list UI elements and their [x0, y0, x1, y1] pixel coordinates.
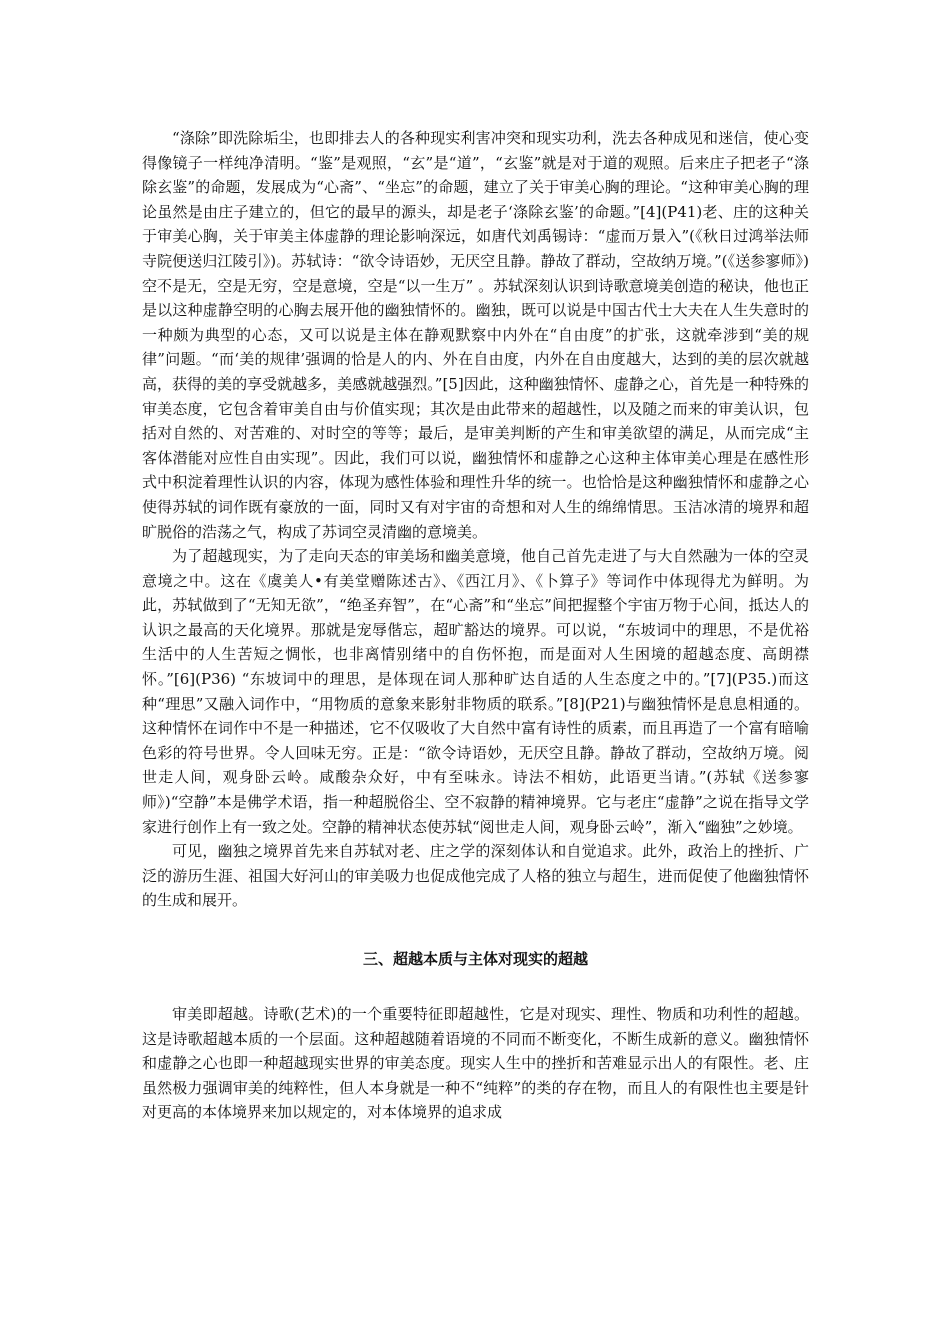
document-body — [142, 126, 809, 1125]
paragraph-3: 可见，幽独之境界首先来自苏轼对老、庄之学的深刻体认和自觉追求。此外，政治上的挫折、广泛的游历生涯、祖国大好河山的审美吸力也促成他完成了人格的独立与超生，进而促使了他幽独情怀的生成和展开。 — [142, 842, 809, 910]
paragraph-2: 为了超越现实，为了走向天态的审美场和幽美意境，他自己首先走进了与大自然融为一体的空灵意境之中。这在《虞美人•有美堂赠陈述古》、《西江月》、《卜算子》等词作中体现得尤为鲜明。为此，苏轼做到了“无知无欲”，“绝圣弃智”，在“心斋”和“坐忘”间把握整个宇宙万物于心间，抵达人的认识之最高的天化境界。那就是宠辱偕忘，超旷豁达的境界。可以说，“东坡词中的理思，不是优裕生活中的人生苦短之惆怅，也非离情别绪中的自伤怀抱，而是面对人生困境的超越态度、高朗襟怀。”[6](P36) “东坡词中的理思，是体现在词人那种旷达自适的人生态度之中的。”[7](P35.)而这种“理思”又融入词作中，“用物质的意象来影射非物质的联系。”[8](P21)与幽独情怀是息息相通的。这种情怀在词作中不是一种描述，它不仅吸收了大自然中富有诗性的质素，而且再造了一个富有暗喻色彩的符号世界。令人回味无穷。正是：“欲令诗语妙，无厌空且静。静故了群动，空故纳万境。阅世走人间，观身卧云岭。咸酸杂众好，中有至味永。诗法不相妨，此语更当请。”(苏轼《送参寥师》)“空静”本是佛学术语，指一种超脱俗尘、空不寂静的精神境界。它与老庄“虚静”之说在指导文学家进行创作上有一致之处。空静的精神状态使苏轼“阅世走人间，观身卧云岭”，渐入“幽独”之妙境。 — [142, 547, 809, 836]
section-heading: 三、超越本质与主体对现实的超越 — [362, 950, 588, 968]
paragraph-4: 审美即超越。诗歌(艺术)的一个重要特征即超越性，它是对现实、理性、物质和功利性的超越。这是诗歌超越本质的一个层面。这种超越随着语境的不同而不断变化，不断生成新的意义。幽独情怀和虚静之心也即一种超越现实世界的审美态度。现实人生中的挫折和苦难显示出人的有限性。老、庄虽然极力强调审美的纯粹性，但人本身就是一种不“纯粹”的类的存在物，而且人的有限性也主要是针对更高的本体境界来加以规定的，对本体境界的追求成 — [142, 1005, 809, 1122]
paragraph-1: “涤除”即洗除垢尘，也即排去人的各种现实利害冲突和现实功利，洗去各种成见和迷信，使心变得像镜子一样纯净清明。“鉴”是观照，“玄”是“道”，“玄鉴”就是对于道的观照。后来庄子把老子“涤除玄鉴”的命题，发展成为“心斋”、“坐忘”的命题，建立了关于审美心胸的理论。“这种审美心胸的理论虽然是由庄子建立的，但它的最早的源头，却是老子‘涤除玄鉴’的命题。”[4](P41)老、庄的这种关于审美心胸，关于审美主体虚静的理论影响深远，如唐代刘禹锡诗：“虚而万景入”(《秋日过鸿举法师寺院便送归江陵引》)。苏轼诗：“欲令诗语妙，无厌空且静。静故了群动，空故纳万境。”(《送参寥师》)空不是无，空是无穷，空是意境，空是“以一生万” 。苏轼深刻认识到诗歌意境美创造的秘诀，他也正是以这种虚静空明的心胸去展开他的幽独情怀的。幽独，既可以说是中国古代士大夫在人生失意时的一种颇为典型的心态，又可以说是主体在静观默察中内外在“自由度”的扩张，这就牵涉到“美的规律”问题。“而‘美的规律’强调的恰是人的内、外在自由度，内外在自由度越大，达到的美的层次就越高，获得的美的享受就越多，美感就越强烈。”[5]因此，这种幽独情怀、虚静之心，首先是一种特殊的审美态度，它包含着审美自由与价值实现；其次是由此带来的超越性，以及随之而来的审美认识，包括对自然的、对苦难的、对时空的等等；最后，是审美判断的产生和审美欲望的满足，从而完成“主客体潜能对应性自由实现”。因此，我们可以说，幽独情怀和虚静之心这种主体审美心理是在感性形式中积淀着理性认识的内容，体现为感性体验和理性升华的统一。也恰恰是这种幽独情怀和虚静之心使得苏轼的词作既有豪放的一面，同时又有对宇宙的奇想和对人生的绵绵情思。玉洁冰清的境界和超旷脱俗的浩荡之气，构成了苏词空灵清幽的意境美。 — [142, 129, 809, 541]
